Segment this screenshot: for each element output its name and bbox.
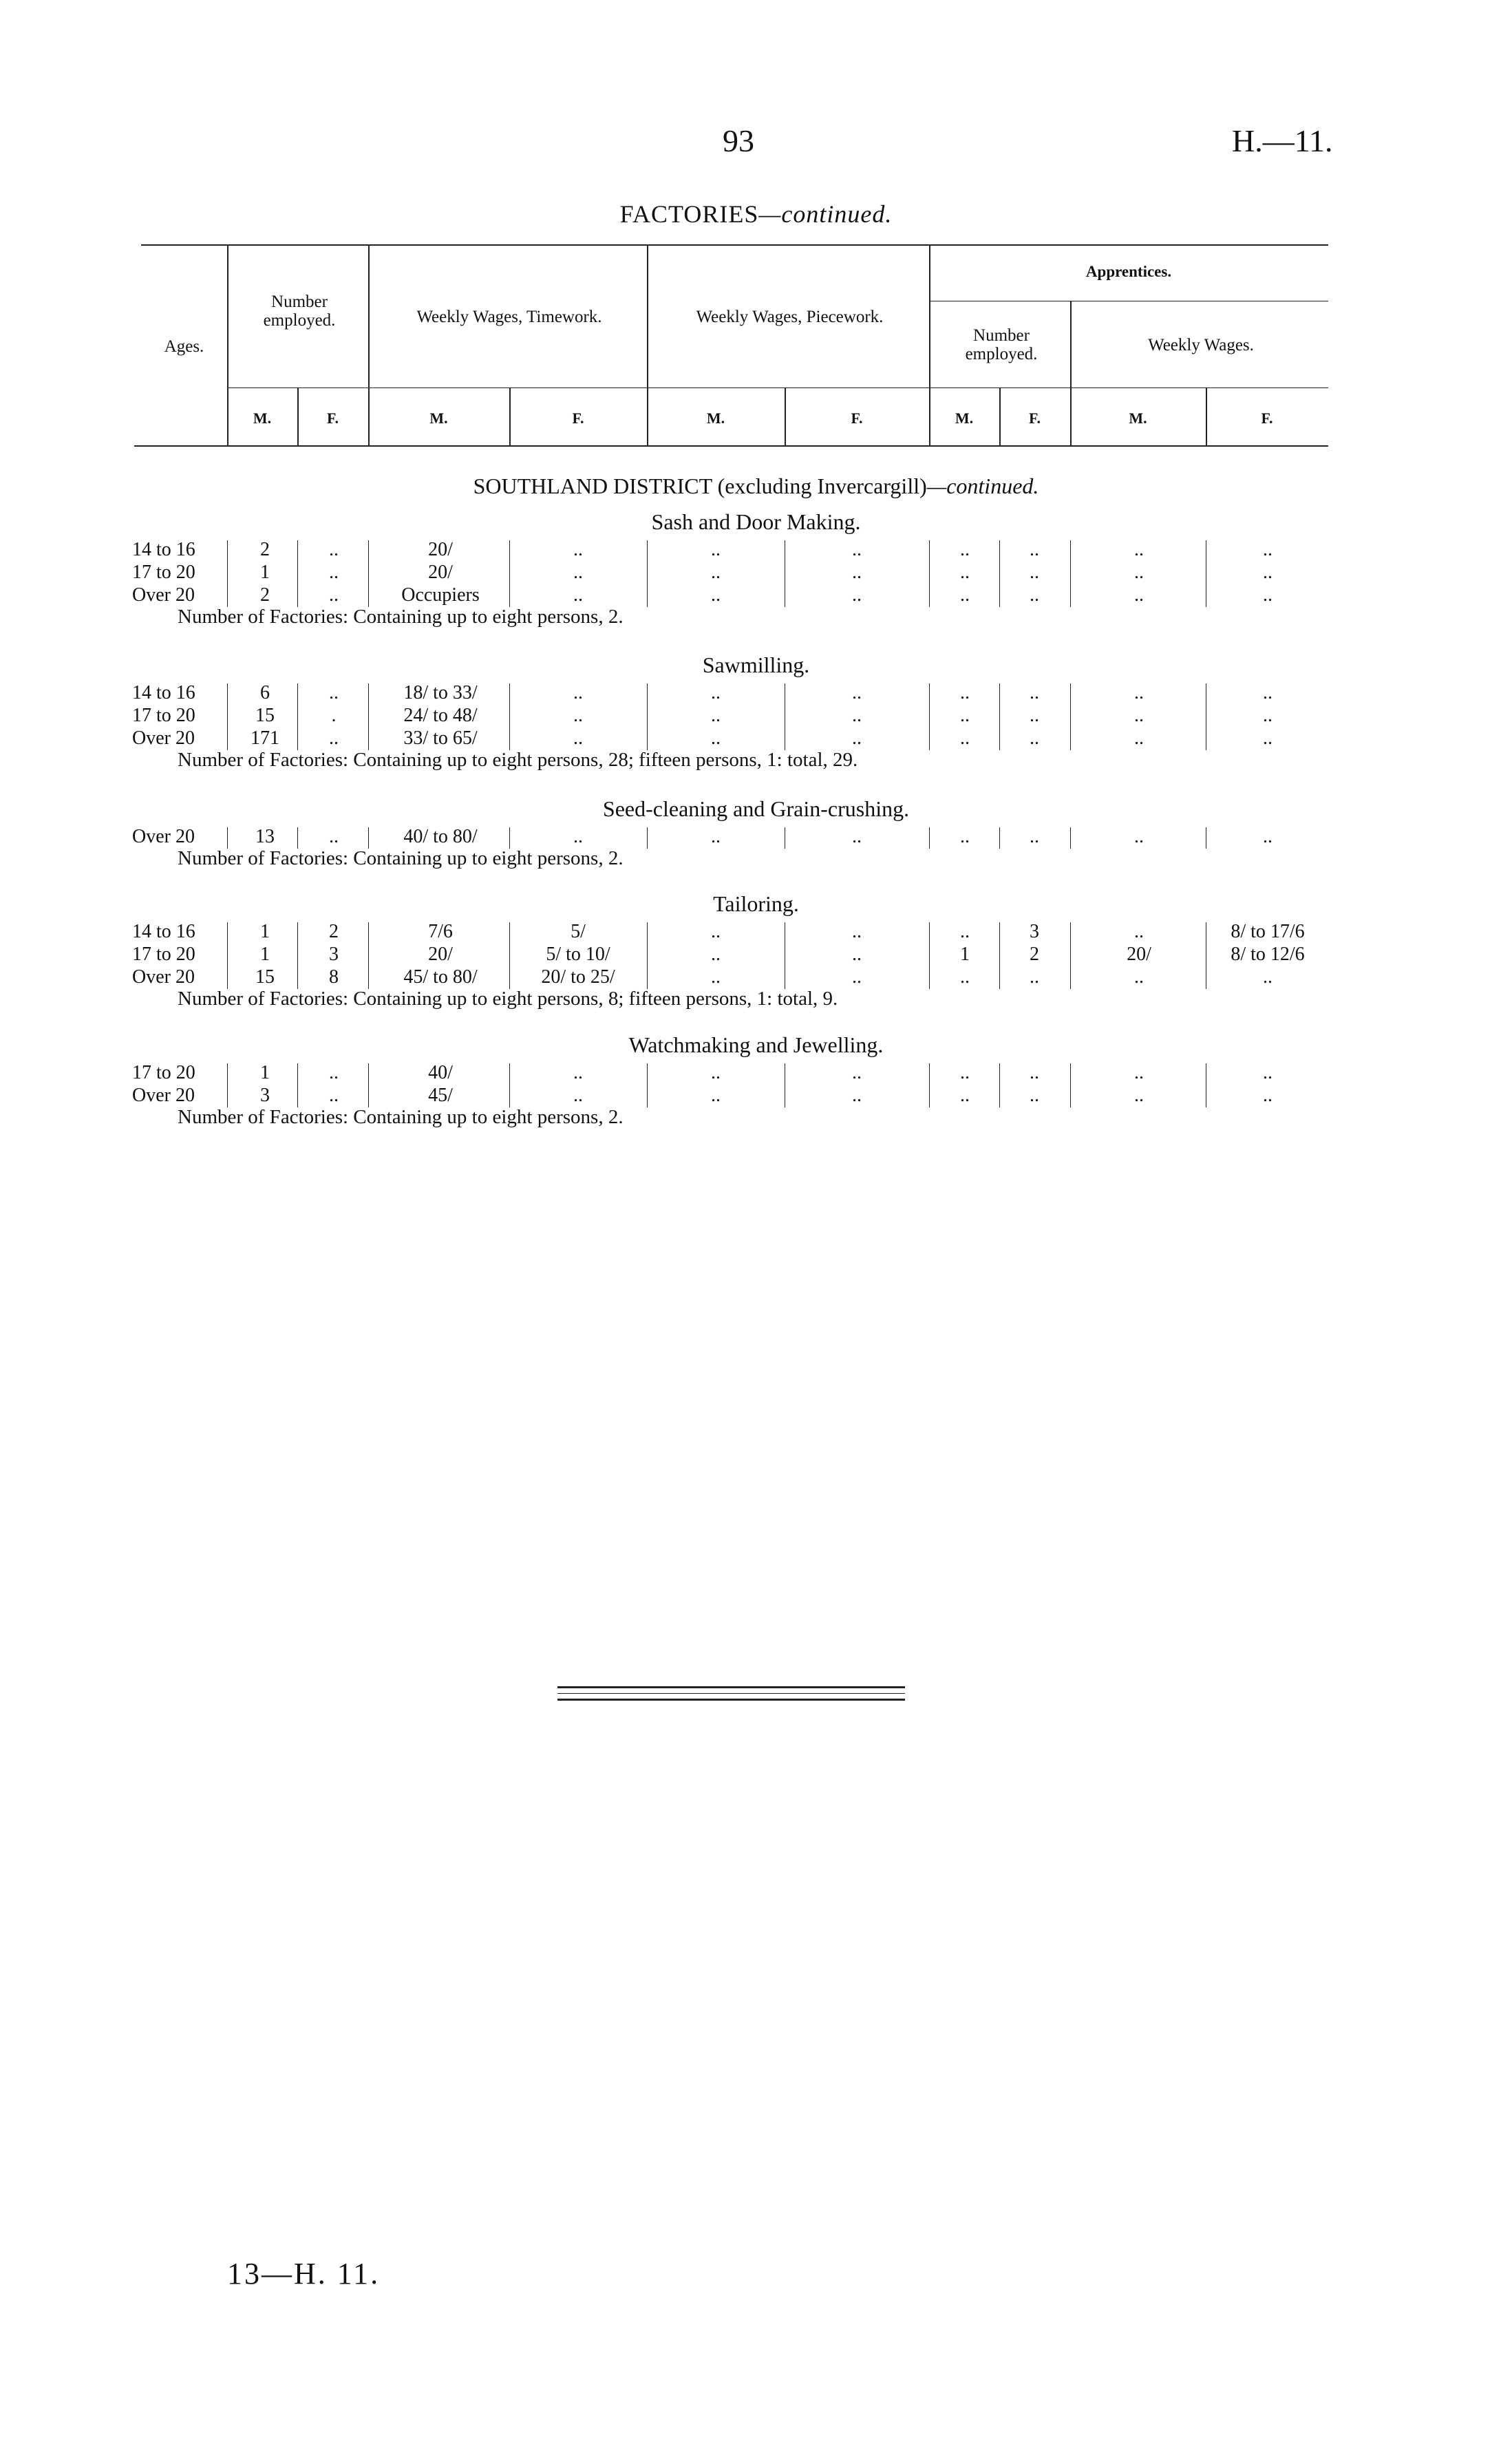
column-separator <box>999 1063 1000 1107</box>
column-separator <box>647 827 648 849</box>
table-cell: 24/ to 48/ <box>403 705 478 726</box>
table-cell: .. <box>1134 966 1144 988</box>
table-cell: 20/ <box>1127 944 1151 965</box>
table-cell: .. <box>960 727 970 749</box>
title-main: FACTORIES <box>619 200 759 228</box>
table-cell: 1 <box>260 562 270 583</box>
subheader-rule <box>227 387 1328 388</box>
table-cell: .. <box>711 1085 721 1106</box>
row-age: Over 20 <box>132 1085 195 1106</box>
table-cell: .. <box>1263 826 1273 847</box>
table-cell: 15 <box>255 705 275 726</box>
section-title: Sawmilling. <box>702 652 810 677</box>
table-cell: .. <box>960 584 970 606</box>
row-age: 14 to 16 <box>132 921 195 942</box>
row-age: 14 to 16 <box>132 682 195 703</box>
column-separator <box>1070 922 1071 989</box>
table-cell: .. <box>573 1062 583 1083</box>
table-cell: .. <box>1030 705 1039 726</box>
table-cell: .. <box>711 944 721 965</box>
table-cell: .. <box>711 584 721 606</box>
table-cell: .. <box>1263 705 1273 726</box>
row-age: Over 20 <box>132 727 195 749</box>
table-cell: .. <box>960 1062 970 1083</box>
table-cell: .. <box>1030 727 1039 749</box>
table-cell: .. <box>960 966 970 988</box>
column-separator <box>227 922 228 989</box>
col-apprentices: Apprentices. <box>1085 263 1172 280</box>
row-age: Over 20 <box>132 966 195 988</box>
column-separator <box>368 683 369 750</box>
sub-m: M. <box>706 410 725 427</box>
row-age: 17 to 20 <box>132 705 195 726</box>
row-age: 17 to 20 <box>132 944 195 965</box>
table-cell: 3 <box>260 1085 270 1106</box>
table-cell: 20/ <box>428 539 453 560</box>
table-cell: 18/ to 33/ <box>403 682 478 703</box>
table-cell: 5/ <box>571 921 586 942</box>
column-separator <box>509 827 510 849</box>
table-cell: .. <box>573 705 583 726</box>
table-cell: .. <box>852 966 862 988</box>
col-wages-piecework: Weekly Wages, Piecework. <box>696 308 884 326</box>
column-separator <box>297 1063 298 1107</box>
section-title: Watchmaking and Jewelling. <box>628 1032 884 1057</box>
column-separator <box>999 827 1000 849</box>
table-cell: .. <box>852 727 862 749</box>
table-cell: .. <box>960 562 970 583</box>
column-separator <box>509 1063 510 1107</box>
section-title: Seed-cleaning and Grain-crushing. <box>602 796 910 821</box>
table-cell: 45/ <box>428 1085 453 1106</box>
table-cell: .. <box>960 826 970 847</box>
table-cell: .. <box>573 539 583 560</box>
table-cell: 8/ to 12/6 <box>1231 944 1305 965</box>
column-separator <box>509 922 510 989</box>
sub-m: M. <box>1129 410 1147 427</box>
table-cell: 40/ <box>428 1062 453 1083</box>
table-cell: .. <box>960 539 970 560</box>
table-cell: .. <box>1030 584 1039 606</box>
column-separator <box>1070 827 1071 849</box>
page-title <box>0 200 1512 229</box>
table-cell: 1 <box>260 944 270 965</box>
column-separator <box>929 1063 930 1107</box>
table-cell: 8/ to 17/6 <box>1231 921 1305 942</box>
table-cell: .. <box>852 1062 862 1083</box>
row-age: 14 to 16 <box>132 539 195 560</box>
sub-f: F. <box>851 410 863 427</box>
sub-f: F. <box>1029 410 1041 427</box>
table-cell: .. <box>852 682 862 703</box>
column-separator <box>227 540 228 607</box>
column-separator <box>297 540 298 607</box>
table-cell: .. <box>1134 705 1144 726</box>
table-cell: 40/ to 80/ <box>403 826 478 847</box>
table-cell: .. <box>960 921 970 942</box>
table-cell: .. <box>1263 562 1273 583</box>
table-cell: 2 <box>1030 944 1039 965</box>
table-cell: .. <box>852 944 862 965</box>
column-separator <box>368 1063 369 1107</box>
column-separator <box>509 540 510 607</box>
table-cell: .. <box>852 584 862 606</box>
column-separator <box>929 540 930 607</box>
table-cell: .. <box>852 826 862 847</box>
table-cell: .. <box>1134 727 1144 749</box>
column-separator <box>929 827 930 849</box>
table-cell: 45/ to 80/ <box>403 966 478 988</box>
column-separator <box>297 922 298 989</box>
table-cell: 1 <box>960 944 970 965</box>
column-separator <box>647 540 648 607</box>
end-rule <box>557 1686 905 1688</box>
column-separator <box>227 683 228 750</box>
table-cell: .. <box>960 1085 970 1106</box>
column-separator <box>1070 540 1071 607</box>
table-cell: 7/6 <box>428 921 453 942</box>
table-cell: 2 <box>329 921 339 942</box>
table-cell: .. <box>711 682 721 703</box>
table-cell: .. <box>1263 1062 1273 1083</box>
column-separator <box>999 683 1000 750</box>
table-cell: .. <box>573 727 583 749</box>
table-cell: .. <box>711 727 721 749</box>
column-separator <box>227 1063 228 1107</box>
table-cell: .. <box>329 539 339 560</box>
header-top-rule <box>141 244 1328 246</box>
column-separator <box>1070 683 1071 750</box>
section-title: Tailoring. <box>713 891 799 916</box>
table-cell: .. <box>329 1085 339 1106</box>
table-cell: .. <box>852 539 862 560</box>
column-separator <box>297 827 298 849</box>
table-cell: .. <box>960 682 970 703</box>
table-cell: .. <box>1263 1085 1273 1106</box>
column-separator <box>647 922 648 989</box>
table-cell: .. <box>852 562 862 583</box>
table-cell: .. <box>1263 966 1273 988</box>
factory-count-note: Number of Factories: Containing up to eight persons, 8; fifteen persons, 1: total, 9. <box>178 988 838 1010</box>
table-cell: .. <box>852 921 862 942</box>
table-cell: .. <box>1030 826 1039 847</box>
table-cell: .. <box>1030 562 1039 583</box>
column-separator <box>227 827 228 849</box>
row-age: 17 to 20 <box>132 562 195 583</box>
row-age: Over 20 <box>132 826 195 847</box>
table-cell: .. <box>852 705 862 726</box>
end-rule <box>557 1693 905 1694</box>
table-cell: .. <box>1134 921 1144 942</box>
end-rule <box>557 1699 905 1701</box>
page-number: 93 <box>723 123 754 158</box>
table-cell: 2 <box>260 539 270 560</box>
table-cell: .. <box>1030 966 1039 988</box>
col-wages-timework: Weekly Wages, Timework. <box>416 308 602 326</box>
col-number-employed: Number employed. <box>263 293 336 330</box>
table-cell: .. <box>852 1085 862 1106</box>
row-age: 17 to 20 <box>132 1062 195 1083</box>
table-cell: 6 <box>260 682 270 703</box>
table-cell: 2 <box>260 584 270 606</box>
section-title: Sash and Door Making. <box>651 509 861 534</box>
table-cell: Occupiers <box>401 584 480 606</box>
table-cell: 20/ <box>428 562 453 583</box>
column-separator <box>297 683 298 750</box>
district-continued: —continued. <box>926 474 1039 498</box>
sub-f: F. <box>327 410 339 427</box>
table-cell: .. <box>329 562 339 583</box>
table-cell: .. <box>960 705 970 726</box>
sub-m: M. <box>253 410 272 427</box>
sub-m: M. <box>429 410 448 427</box>
table-cell: 33/ to 65/ <box>403 727 478 749</box>
table-cell: 15 <box>255 966 275 988</box>
table-cell: .. <box>329 1062 339 1083</box>
table-cell: .. <box>329 682 339 703</box>
table-cell: .. <box>711 705 721 726</box>
column-separator <box>999 540 1000 607</box>
factory-count-note: Number of Factories: Containing up to eight persons, 2. <box>178 1106 624 1128</box>
table-cell: 3 <box>329 944 339 965</box>
table-cell: 8 <box>329 966 339 988</box>
table-cell: .. <box>329 826 339 847</box>
column-separator <box>929 683 930 750</box>
table-cell: 1 <box>260 921 270 942</box>
table-cell: .. <box>1030 1062 1039 1083</box>
column-separator <box>1070 1063 1071 1107</box>
column-separator <box>999 922 1000 989</box>
table-cell: .. <box>329 727 339 749</box>
table-cell: .. <box>1134 826 1144 847</box>
col-ages: Ages. <box>164 337 204 356</box>
title-continued: —continued. <box>758 200 893 228</box>
table-cell: .. <box>1263 584 1273 606</box>
factory-count-note: Number of Factories: Containing up to eight persons, 28; fifteen persons, 1: total, 29. <box>178 749 858 771</box>
table-cell: .. <box>1263 539 1273 560</box>
column-separator <box>647 683 648 750</box>
table-cell: .. <box>711 966 721 988</box>
table-cell: .. <box>711 921 721 942</box>
header-bottom-rule <box>134 445 1328 447</box>
table-cell: .. <box>573 682 583 703</box>
footer-reference: 13—H. 11. <box>227 2257 381 2291</box>
table-cell: .. <box>711 1062 721 1083</box>
column-separator <box>368 540 369 607</box>
factory-count-note: Number of Factories: Containing up to eight persons, 2. <box>178 606 624 628</box>
factory-count-note: Number of Factories: Containing up to eight persons, 2. <box>178 847 624 869</box>
column-separator <box>509 683 510 750</box>
column-separator <box>368 922 369 989</box>
table-cell: .. <box>1134 584 1144 606</box>
table-cell: .. <box>1263 682 1273 703</box>
table-cell: .. <box>1134 562 1144 583</box>
table-cell: 13 <box>255 826 275 847</box>
table-cell: .. <box>711 562 721 583</box>
table-cell: .. <box>1030 1085 1039 1106</box>
table-cell: 20/ <box>428 944 453 965</box>
table-cell: .. <box>1134 539 1144 560</box>
table-cell: .. <box>1134 1085 1144 1106</box>
table-cell: . <box>331 705 337 726</box>
table-cell: 1 <box>260 1062 270 1083</box>
sub-f: F. <box>1261 410 1273 427</box>
table-cell: .. <box>1134 1062 1144 1083</box>
table-cell: .. <box>1263 727 1273 749</box>
district-name: SOUTHLAND DISTRICT (excluding Invercargill) <box>473 474 927 498</box>
table-cell: .. <box>573 1085 583 1106</box>
table-cell: 5/ to 10/ <box>546 944 610 965</box>
sub-f: F. <box>572 410 584 427</box>
table-cell: .. <box>1134 682 1144 703</box>
column-separator <box>929 922 930 989</box>
table-cell: .. <box>573 584 583 606</box>
table-cell: 171 <box>251 727 279 749</box>
sub-m: M. <box>955 410 974 427</box>
table-cell: .. <box>711 539 721 560</box>
table-cell: .. <box>1030 539 1039 560</box>
column-separator <box>647 1063 648 1107</box>
table-cell: .. <box>573 562 583 583</box>
col-apprentices-number: Number employed. <box>965 326 1038 363</box>
table-cell: 20/ to 25/ <box>541 966 615 988</box>
table-cell: .. <box>573 826 583 847</box>
document-reference: H.—11. <box>1232 123 1333 158</box>
row-age: Over 20 <box>132 584 195 606</box>
table-cell: 3 <box>1030 921 1039 942</box>
district-heading <box>0 474 1512 499</box>
column-separator <box>368 827 369 849</box>
col-apprentices-wages: Weekly Wages. <box>1148 336 1254 354</box>
table-cell: .. <box>1030 682 1039 703</box>
table-cell: .. <box>329 584 339 606</box>
table-cell: .. <box>711 826 721 847</box>
